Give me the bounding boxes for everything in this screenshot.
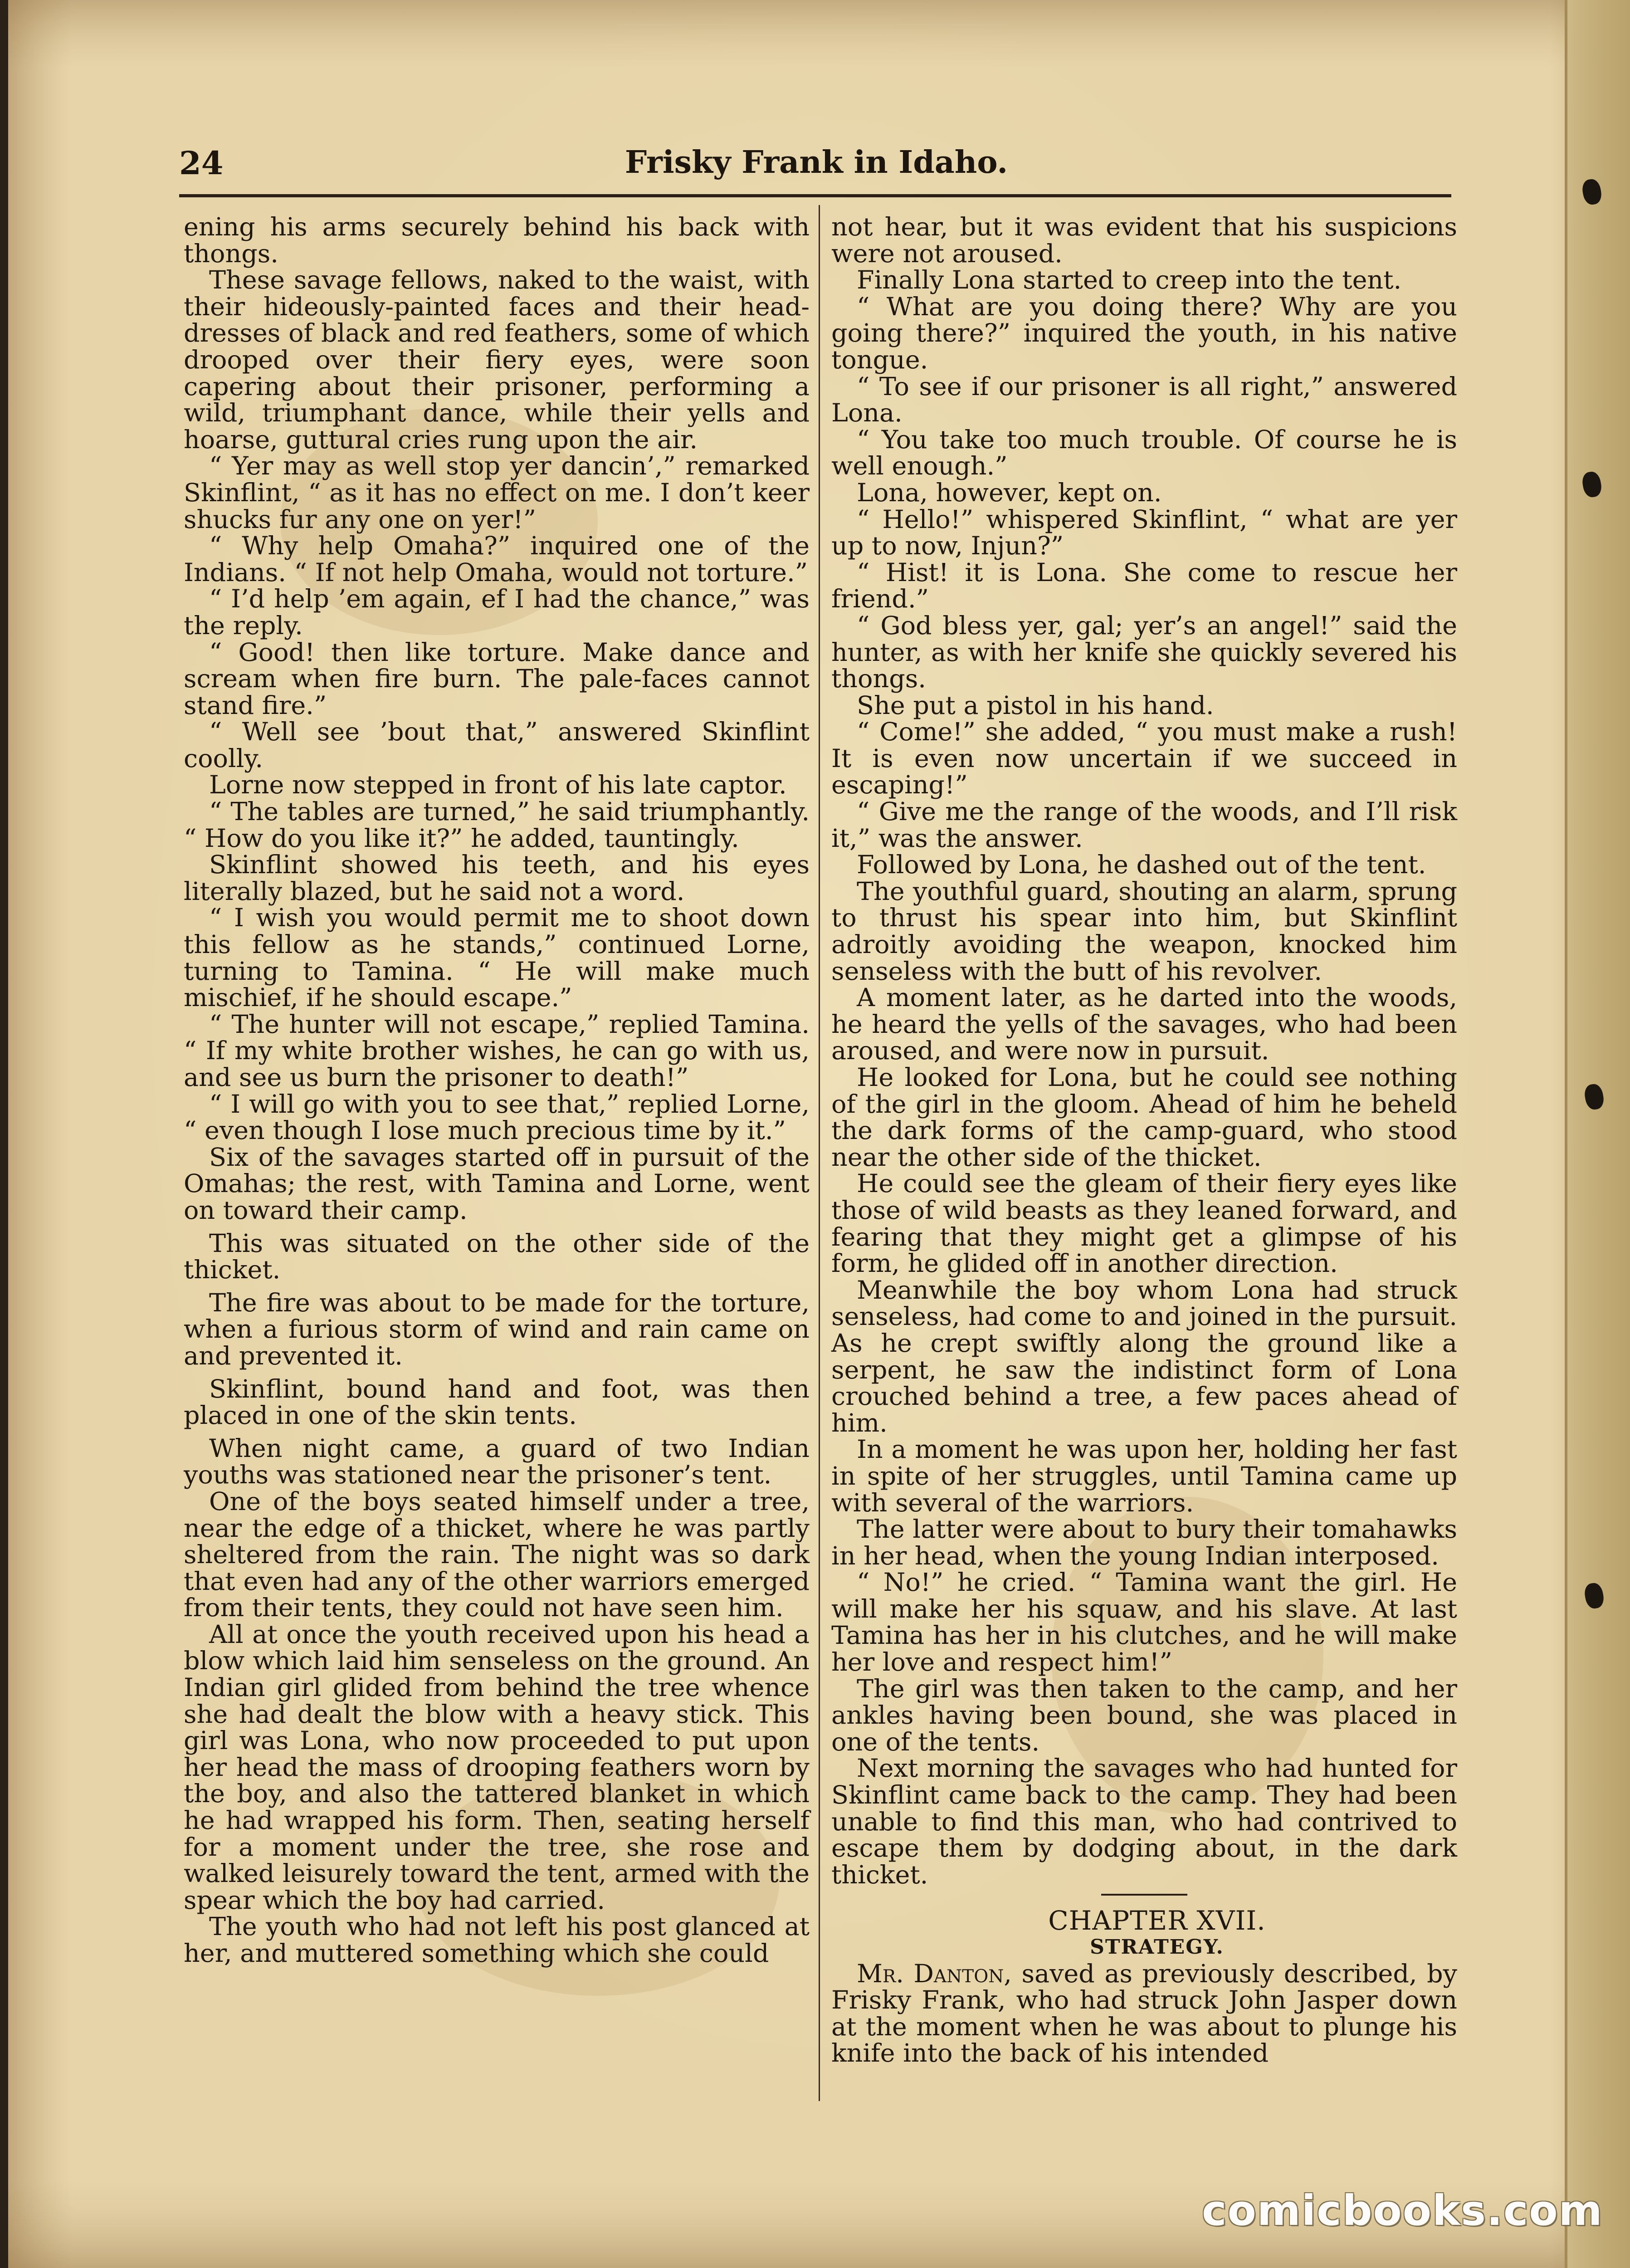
right-column [831, 214, 1457, 2067]
paragraph: Meanwhile the boy whom Lona had struck senseless, had come to and joined in the pursuit. As he crept swiftly along the ground like a serpent, he saw the indistinct form of Lona crouched behind a tree, a few paces ahead of him. [831, 1275, 1457, 1438]
paragraph: In a moment he was upon her, holding her fast in spite of her struggles, until Tamina came up with several of the warriors. [831, 1435, 1457, 1518]
paragraph: Lorne now stepped in front of his late captor. [209, 770, 787, 800]
paragraph: “ To see if our prisoner is all right,” answered Lona. [831, 371, 1457, 428]
paragraph: “ You take too much trouble. Of course he is well enough.” [831, 425, 1457, 481]
header-rule [179, 194, 1451, 197]
right-column-paragraphs [831, 214, 1457, 1888]
paragraph: These savage fellows, naked to the waist, with their hideously-painted faces and their head-dresses of black and red feathers, some of which drooped over their fiery eyes, were soon capering about their prisoner, performing a wild, triumphant dance, while their yells and hoarse, guttural cries rung upon the air. [184, 265, 810, 455]
section-rule [1101, 1894, 1187, 1896]
paragraph: He could see the gleam of their fiery eyes like those of wild beasts as they leaned forward, and fearing that they might get a glimpse of his form, he glided off in another direction. [831, 1169, 1457, 1279]
paragraph: Followed by Lona, he dashed out of the tent. [857, 850, 1426, 880]
paragraph: Skinflint, bound hand and foot, was then placed in one of the skin tents. [184, 1374, 810, 1431]
paragraph: “ Well see ’bout that,” answered Skinflint coolly. [184, 717, 810, 773]
paragraph: The youth who had not left his post glanced at her, and muttered something which she could [184, 1912, 810, 1968]
paragraph: “ God bless yer, gal; yer’s an angel!” said the hunter, as with her knife she quickly severed his thongs. [831, 611, 1457, 694]
paragraph: “ Good! then like torture. Make dance and scream when fire burn. The pale-faces cannot stand fire.” [184, 637, 810, 720]
paragraph: “ I will go with you to see that,” replied Lorne, “ even though I lose much precious time by it.” [184, 1089, 810, 1146]
paragraph: One of the boys seated himself under a tree, near the edge of a thicket, where he was partly sheltered from the rain. The night was so dark that even had any of the other warriors emerged from their tents, they could not have seen him. [184, 1486, 810, 1623]
chapter-title: CHAPTER XVII. [1048, 1905, 1266, 1936]
paragraph: The youthful guard, shouting an alarm, sprung to thrust his spear into him, but Skinflint adroitly avoiding the weapon, knocked him senseless with the butt of his revolver. [831, 876, 1457, 986]
paragraph: Next morning the savages who had hunted for Skinflint came back to the camp. They had been unable to find this man, who had contrived to escape them by dodging about, in the dark thicket. [831, 1754, 1457, 1890]
chapter-lead-name: Mr. Danton, [857, 1959, 1012, 1989]
paragraph: not hear, but it was evident that his suspicions were not aroused. [831, 212, 1457, 269]
chapter-lead-text: saved as previously described, by Frisky Frank, who had struck John Jasper down at the moment when he was about to plunge his knife into the back of his intended [831, 1959, 1457, 2068]
paragraph: “ Yer may as well stop yer dancin’,” remarked Skinflint, “ as it has no effect on me. I don’t keer shucks fur any one on yer!” [184, 451, 810, 534]
column-divider [819, 205, 820, 2101]
paragraph: “ Give me the range of the woods, and I’ll risk it,” was the answer. [831, 797, 1457, 853]
paragraph: ening his arms securely behind his back with thongs. [184, 212, 810, 269]
paragraph: Six of the savages started off in pursuit of the Omahas; the rest, with Tamina and Lorne, went on toward their camp. [184, 1142, 810, 1225]
paragraph: Skinflint showed his teeth, and his eyes literally blazed, but he said not a word. [184, 850, 810, 906]
paragraph: A moment later, as he darted into the woods, he heard the yells of the savages, who had been aroused, and were now in pursuit. [831, 983, 1457, 1066]
paragraph: Lona, however, kept on. [857, 478, 1162, 508]
chapter-lead-paragraph [831, 1961, 1457, 2067]
paragraph: “ The hunter will not escape,” replied Tamina. “ If my white brother wishes, he can go with us, and see us burn the prisoner to death!” [184, 1009, 810, 1092]
page-number: 24 [179, 144, 224, 182]
paragraph: This was situated on the other side of the thicket. [184, 1228, 810, 1285]
paragraph: “ Hist! it is Lona. She come to rescue her friend.” [831, 557, 1457, 614]
paragraph: She put a pistol in his hand. [857, 690, 1214, 720]
paragraph: All at once the youth received upon his head a blow which laid him senseless on the ground. An Indian girl glided from behind the tree whence she had dealt the blow with a heavy stick. This girl was Lona, who now proceeded to put upon her head the mass of drooping feathers worn by the boy, and also the tattered blanket in which he had wrapped his form. Then, seating herself for a moment under the tree, she rose and walked leisurely toward the tent, armed with the spear which the boy had carried. [184, 1619, 810, 1915]
paragraph: He looked for Lona, but he could see nothing of the girl in the gloom. Ahead of him he beheld the dark forms of the camp-guard, who stood near the other side of the thicket. [831, 1063, 1457, 1172]
left-column [184, 214, 810, 1967]
paragraph: “ What are you doing there? Why are you going there?” inquired the youth, in his native tongue. [831, 292, 1457, 375]
binding-edge [1565, 0, 1630, 2268]
running-header [179, 144, 1454, 194]
paragraph: “ I’d help ’em again, ef I had the chance,” was the reply. [184, 584, 810, 640]
paragraph: “ The tables are turned,” he said triumphantly. “ How do you like it?” he added, tauntingly. [184, 797, 810, 853]
watermark: comicbooks.com [1202, 2186, 1603, 2235]
page-title: Frisky Frank in Idaho. [625, 144, 1008, 181]
paragraph: “ Come!” she added, “ you must make a rush! It is even now uncertain if we succeed in escaping!” [831, 717, 1457, 800]
chapter-subtitle: STRATEGY. [1090, 1936, 1224, 1959]
paragraph: When night came, a guard of two Indian youths was stationed near the prisoner’s tent. [184, 1433, 810, 1490]
paragraph: “ Why help Omaha?” inquired one of the Indians. “ If not help Omaha, would not torture.” [184, 531, 810, 587]
paragraph: The latter were about to bury their tomahawks in her head, when the young Indian interposed. [831, 1515, 1457, 1571]
paragraph: Finally Lona started to creep into the tent. [857, 265, 1402, 295]
paragraph: “ Hello!” whispered Skinflint, “ what are yer up to now, Injun?” [831, 504, 1457, 561]
paragraph: The girl was then taken to the camp, and her ankles having been bound, she was placed in one of the tents. [831, 1674, 1457, 1757]
paragraph: “ I wish you would permit me to shoot down this fellow as he stands,” continued Lorne, turning to Tamina. “ He will make much mischief, if he should escape.” [184, 903, 810, 1013]
paragraph: The fire was about to be made for the torture, when a furious storm of wind and rain came on and prevented it. [184, 1288, 810, 1371]
paragraph: “ No!” he cried. “ Tamina want the girl. He will make her his squaw, and his slave. At last Tamina has her in his clutches, and he will make her love and respect him!” [831, 1568, 1457, 1677]
